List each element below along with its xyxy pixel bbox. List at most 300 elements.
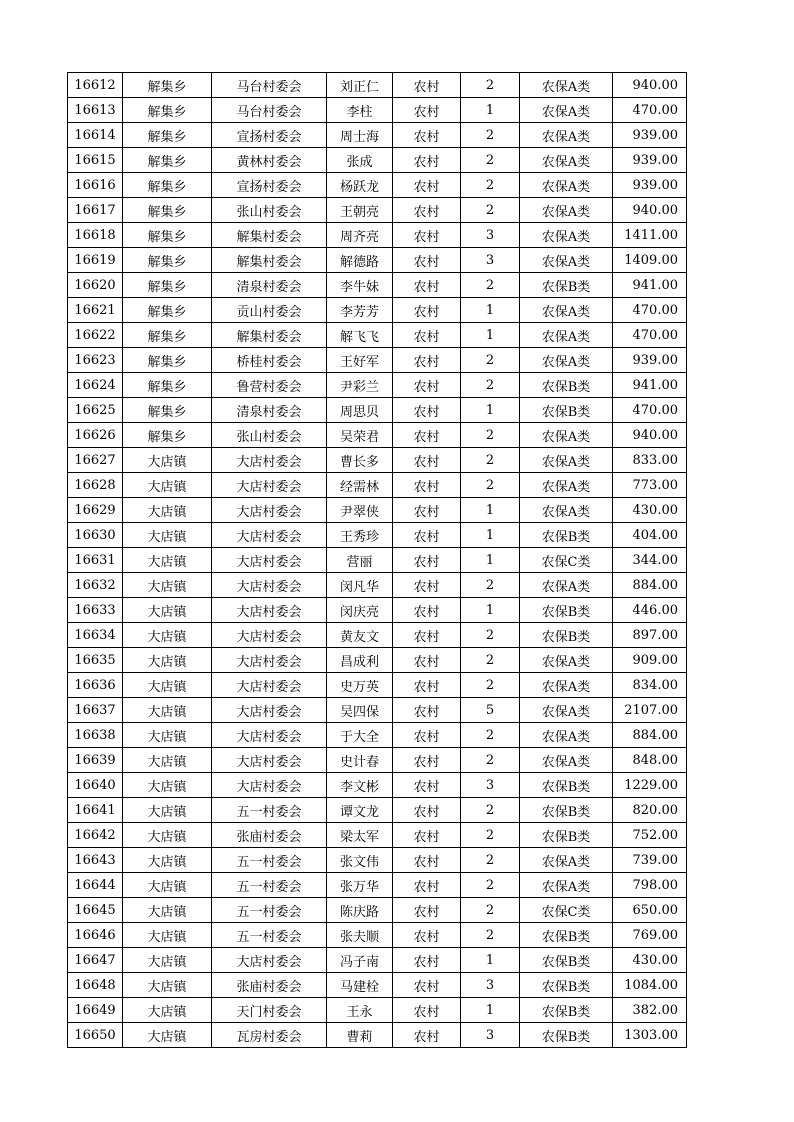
record-id-cell: 16649 (68, 998, 123, 1023)
insurance-category-cell: 农保B类 (520, 398, 613, 423)
village-committee-cell: 张山村委会 (212, 423, 327, 448)
table-row (68, 648, 687, 673)
township-cell: 大店镇 (123, 748, 212, 773)
household-count-cell: 2 (461, 873, 520, 898)
table-row (68, 198, 687, 223)
township-cell: 解集乡 (123, 373, 212, 398)
village-committee-cell: 大店村委会 (212, 748, 327, 773)
insurance-category-cell: 农保B类 (520, 948, 613, 973)
insurance-category-cell: 农保A类 (520, 748, 613, 773)
person-name-cell: 营丽 (327, 548, 393, 573)
insurance-category-cell: 农保A类 (520, 698, 613, 723)
area-type-cell: 农村 (393, 173, 461, 198)
record-id-cell: 16634 (68, 623, 123, 648)
household-count-cell: 2 (461, 673, 520, 698)
amount-cell: 650.00 (613, 898, 687, 923)
township-cell: 解集乡 (123, 323, 212, 348)
township-cell: 解集乡 (123, 198, 212, 223)
township-cell: 大店镇 (123, 848, 212, 873)
township-cell: 大店镇 (123, 773, 212, 798)
village-committee-cell: 马台村委会 (212, 98, 327, 123)
household-count-cell: 3 (461, 248, 520, 273)
village-committee-cell: 鲁营村委会 (212, 373, 327, 398)
village-committee-cell: 大店村委会 (212, 498, 327, 523)
insurance-category-cell: 农保B类 (520, 823, 613, 848)
amount-cell: 884.00 (613, 573, 687, 598)
township-cell: 解集乡 (123, 148, 212, 173)
area-type-cell: 农村 (393, 923, 461, 948)
table-row (68, 298, 687, 323)
record-id-cell: 16619 (68, 248, 123, 273)
household-count-cell: 2 (461, 798, 520, 823)
record-id-cell: 16632 (68, 573, 123, 598)
township-cell: 大店镇 (123, 948, 212, 973)
table-row (68, 623, 687, 648)
household-count-cell: 2 (461, 148, 520, 173)
household-count-cell: 1 (461, 598, 520, 623)
person-name-cell: 王好军 (327, 348, 393, 373)
village-committee-cell: 解集村委会 (212, 248, 327, 273)
area-type-cell: 农村 (393, 448, 461, 473)
amount-cell: 470.00 (613, 98, 687, 123)
insurance-category-cell: 农保B类 (520, 1023, 613, 1048)
township-cell: 大店镇 (123, 673, 212, 698)
record-id-cell: 16614 (68, 123, 123, 148)
person-name-cell: 杨跃龙 (327, 173, 393, 198)
person-name-cell: 张夫顺 (327, 923, 393, 948)
record-id-cell: 16626 (68, 423, 123, 448)
township-cell: 解集乡 (123, 423, 212, 448)
insurance-category-cell: 农保B类 (520, 798, 613, 823)
household-count-cell: 5 (461, 698, 520, 723)
amount-cell: 833.00 (613, 448, 687, 473)
area-type-cell: 农村 (393, 273, 461, 298)
person-name-cell: 经需林 (327, 473, 393, 498)
area-type-cell: 农村 (393, 248, 461, 273)
village-committee-cell: 五一村委会 (212, 898, 327, 923)
person-name-cell: 周思贝 (327, 398, 393, 423)
table-row (68, 173, 687, 198)
person-name-cell: 梁太军 (327, 823, 393, 848)
person-name-cell: 吴荣君 (327, 423, 393, 448)
household-count-cell: 3 (461, 973, 520, 998)
insurance-category-cell: 农保A类 (520, 298, 613, 323)
village-committee-cell: 大店村委会 (212, 698, 327, 723)
table-row (68, 673, 687, 698)
household-count-cell: 1 (461, 298, 520, 323)
insurance-category-cell: 农保B类 (520, 273, 613, 298)
household-count-cell: 2 (461, 748, 520, 773)
amount-cell: 1303.00 (613, 1023, 687, 1048)
area-type-cell: 农村 (393, 698, 461, 723)
person-name-cell: 马建栓 (327, 973, 393, 998)
amount-cell: 939.00 (613, 123, 687, 148)
area-type-cell: 农村 (393, 973, 461, 998)
person-name-cell: 尹翠侠 (327, 498, 393, 523)
table-row (68, 723, 687, 748)
area-type-cell: 农村 (393, 73, 461, 98)
table-row (68, 873, 687, 898)
record-id-cell: 16643 (68, 848, 123, 873)
record-id-cell: 16625 (68, 398, 123, 423)
household-count-cell: 1 (461, 98, 520, 123)
record-id-cell: 16622 (68, 323, 123, 348)
record-id-cell: 16644 (68, 873, 123, 898)
record-id-cell: 16647 (68, 948, 123, 973)
person-name-cell: 李柱 (327, 98, 393, 123)
record-id-cell: 16638 (68, 723, 123, 748)
household-count-cell: 1 (461, 323, 520, 348)
village-committee-cell: 天门村委会 (212, 998, 327, 1023)
table-row (68, 1023, 687, 1048)
record-id-cell: 16621 (68, 298, 123, 323)
amount-cell: 939.00 (613, 148, 687, 173)
township-cell: 解集乡 (123, 298, 212, 323)
insurance-category-cell: 农保A类 (520, 498, 613, 523)
table-row (68, 398, 687, 423)
household-count-cell: 1 (461, 998, 520, 1023)
table-row (68, 823, 687, 848)
amount-cell: 909.00 (613, 648, 687, 673)
area-type-cell: 农村 (393, 573, 461, 598)
record-id-cell: 16624 (68, 373, 123, 398)
township-cell: 大店镇 (123, 873, 212, 898)
area-type-cell: 农村 (393, 398, 461, 423)
village-committee-cell: 解集村委会 (212, 223, 327, 248)
person-name-cell: 闵凡华 (327, 573, 393, 598)
table-row (68, 148, 687, 173)
person-name-cell: 曹长多 (327, 448, 393, 473)
amount-cell: 1409.00 (613, 248, 687, 273)
table-body (68, 73, 687, 1048)
area-type-cell: 农村 (393, 673, 461, 698)
village-committee-cell: 大店村委会 (212, 723, 327, 748)
insurance-category-cell: 农保A类 (520, 673, 613, 698)
area-type-cell: 农村 (393, 98, 461, 123)
village-committee-cell: 五一村委会 (212, 798, 327, 823)
person-name-cell: 于大全 (327, 723, 393, 748)
village-committee-cell: 大店村委会 (212, 573, 327, 598)
record-id-cell: 16645 (68, 898, 123, 923)
household-count-cell: 2 (461, 473, 520, 498)
insurance-category-cell: 农保C类 (520, 548, 613, 573)
table-row (68, 548, 687, 573)
township-cell: 解集乡 (123, 223, 212, 248)
table-row (68, 123, 687, 148)
record-id-cell: 16635 (68, 648, 123, 673)
table-row (68, 698, 687, 723)
household-count-cell: 3 (461, 773, 520, 798)
amount-cell: 470.00 (613, 323, 687, 348)
table-row (68, 923, 687, 948)
table-row (68, 73, 687, 98)
person-name-cell: 吴四保 (327, 698, 393, 723)
area-type-cell: 农村 (393, 498, 461, 523)
area-type-cell: 农村 (393, 623, 461, 648)
township-cell: 解集乡 (123, 173, 212, 198)
amount-cell: 940.00 (613, 198, 687, 223)
record-id-cell: 16613 (68, 98, 123, 123)
township-cell: 大店镇 (123, 1023, 212, 1048)
household-count-cell: 2 (461, 848, 520, 873)
insurance-category-cell: 农保A类 (520, 73, 613, 98)
table-row (68, 273, 687, 298)
township-cell: 解集乡 (123, 98, 212, 123)
record-id-cell: 16615 (68, 148, 123, 173)
insurance-category-cell: 农保B类 (520, 998, 613, 1023)
village-committee-cell: 马台村委会 (212, 73, 327, 98)
record-id-cell: 16616 (68, 173, 123, 198)
insurance-category-cell: 农保A类 (520, 873, 613, 898)
household-count-cell: 2 (461, 448, 520, 473)
record-id-cell: 16637 (68, 698, 123, 723)
village-committee-cell: 五一村委会 (212, 848, 327, 873)
area-type-cell: 农村 (393, 473, 461, 498)
amount-cell: 1229.00 (613, 773, 687, 798)
person-name-cell: 陈庆路 (327, 898, 393, 923)
village-committee-cell: 大店村委会 (212, 773, 327, 798)
insurance-category-cell: 农保A类 (520, 98, 613, 123)
record-id-cell: 16646 (68, 923, 123, 948)
household-count-cell: 1 (461, 523, 520, 548)
village-committee-cell: 大店村委会 (212, 473, 327, 498)
township-cell: 大店镇 (123, 598, 212, 623)
person-name-cell: 解德路 (327, 248, 393, 273)
insurance-category-cell: 农保A类 (520, 573, 613, 598)
person-name-cell: 刘正仁 (327, 73, 393, 98)
person-name-cell: 张文伟 (327, 848, 393, 873)
person-name-cell: 曹莉 (327, 1023, 393, 1048)
township-cell: 解集乡 (123, 248, 212, 273)
village-committee-cell: 大店村委会 (212, 623, 327, 648)
record-id-cell: 16631 (68, 548, 123, 573)
area-type-cell: 农村 (393, 848, 461, 873)
amount-cell: 404.00 (613, 523, 687, 548)
township-cell: 解集乡 (123, 398, 212, 423)
amount-cell: 2107.00 (613, 698, 687, 723)
village-committee-cell: 张庙村委会 (212, 823, 327, 848)
table-row (68, 473, 687, 498)
village-committee-cell: 五一村委会 (212, 873, 327, 898)
insurance-category-cell: 农保A类 (520, 248, 613, 273)
village-committee-cell: 大店村委会 (212, 448, 327, 473)
insurance-category-cell: 农保B类 (520, 598, 613, 623)
township-cell: 大店镇 (123, 973, 212, 998)
table-row (68, 223, 687, 248)
area-type-cell: 农村 (393, 998, 461, 1023)
amount-cell: 848.00 (613, 748, 687, 773)
area-type-cell: 农村 (393, 223, 461, 248)
amount-cell: 752.00 (613, 823, 687, 848)
amount-cell: 446.00 (613, 598, 687, 623)
person-name-cell: 史计春 (327, 748, 393, 773)
person-name-cell: 闵庆亮 (327, 598, 393, 623)
amount-cell: 940.00 (613, 423, 687, 448)
village-committee-cell: 大店村委会 (212, 548, 327, 573)
village-committee-cell: 大店村委会 (212, 673, 327, 698)
insurance-category-cell: 农保B类 (520, 623, 613, 648)
township-cell: 大店镇 (123, 998, 212, 1023)
amount-cell: 344.00 (613, 548, 687, 573)
record-id-cell: 16641 (68, 798, 123, 823)
area-type-cell: 农村 (393, 148, 461, 173)
village-committee-cell: 大店村委会 (212, 948, 327, 973)
township-cell: 解集乡 (123, 348, 212, 373)
township-cell: 大店镇 (123, 798, 212, 823)
record-id-cell: 16633 (68, 598, 123, 623)
village-committee-cell: 宣扬村委会 (212, 123, 327, 148)
village-committee-cell: 桥桂村委会 (212, 348, 327, 373)
household-count-cell: 2 (461, 173, 520, 198)
village-committee-cell: 大店村委会 (212, 598, 327, 623)
data-table (67, 72, 687, 1048)
amount-cell: 470.00 (613, 398, 687, 423)
table-row (68, 373, 687, 398)
amount-cell: 1084.00 (613, 973, 687, 998)
person-name-cell: 周齐亮 (327, 223, 393, 248)
area-type-cell: 农村 (393, 773, 461, 798)
amount-cell: 769.00 (613, 923, 687, 948)
area-type-cell: 农村 (393, 423, 461, 448)
amount-cell: 382.00 (613, 998, 687, 1023)
insurance-category-cell: 农保A类 (520, 198, 613, 223)
area-type-cell: 农村 (393, 898, 461, 923)
township-cell: 大店镇 (123, 448, 212, 473)
township-cell: 大店镇 (123, 648, 212, 673)
household-count-cell: 2 (461, 623, 520, 648)
area-type-cell: 农村 (393, 198, 461, 223)
amount-cell: 430.00 (613, 948, 687, 973)
household-count-cell: 2 (461, 373, 520, 398)
area-type-cell: 农村 (393, 123, 461, 148)
village-committee-cell: 瓦房村委会 (212, 1023, 327, 1048)
household-count-cell: 2 (461, 423, 520, 448)
area-type-cell: 农村 (393, 548, 461, 573)
table-row (68, 998, 687, 1023)
amount-cell: 939.00 (613, 173, 687, 198)
amount-cell: 470.00 (613, 298, 687, 323)
household-count-cell: 2 (461, 273, 520, 298)
person-name-cell: 李芳芳 (327, 298, 393, 323)
village-committee-cell: 贡山村委会 (212, 298, 327, 323)
village-committee-cell: 张山村委会 (212, 198, 327, 223)
township-cell: 大店镇 (123, 823, 212, 848)
record-id-cell: 16620 (68, 273, 123, 298)
amount-cell: 939.00 (613, 348, 687, 373)
record-id-cell: 16629 (68, 498, 123, 523)
village-committee-cell: 宣扬村委会 (212, 173, 327, 198)
household-count-cell: 2 (461, 923, 520, 948)
insurance-category-cell: 农保C类 (520, 898, 613, 923)
household-count-cell: 3 (461, 1023, 520, 1048)
record-id-cell: 16630 (68, 523, 123, 548)
village-committee-cell: 解集村委会 (212, 323, 327, 348)
insurance-category-cell: 农保A类 (520, 448, 613, 473)
table-row (68, 523, 687, 548)
township-cell: 大店镇 (123, 923, 212, 948)
township-cell: 大店镇 (123, 548, 212, 573)
area-type-cell: 农村 (393, 523, 461, 548)
table-row (68, 773, 687, 798)
amount-cell: 897.00 (613, 623, 687, 648)
area-type-cell: 农村 (393, 348, 461, 373)
household-count-cell: 1 (461, 548, 520, 573)
household-count-cell: 2 (461, 198, 520, 223)
record-id-cell: 16642 (68, 823, 123, 848)
area-type-cell: 农村 (393, 1023, 461, 1048)
area-type-cell: 农村 (393, 598, 461, 623)
table-row (68, 498, 687, 523)
amount-cell: 820.00 (613, 798, 687, 823)
table-row (68, 448, 687, 473)
household-count-cell: 2 (461, 73, 520, 98)
household-count-cell: 2 (461, 823, 520, 848)
amount-cell: 940.00 (613, 73, 687, 98)
person-name-cell: 黄友文 (327, 623, 393, 648)
township-cell: 大店镇 (123, 523, 212, 548)
area-type-cell: 农村 (393, 298, 461, 323)
table-row (68, 798, 687, 823)
person-name-cell: 李文彬 (327, 773, 393, 798)
area-type-cell: 农村 (393, 723, 461, 748)
insurance-category-cell: 农保B类 (520, 973, 613, 998)
person-name-cell: 昌成利 (327, 648, 393, 673)
person-name-cell: 史万英 (327, 673, 393, 698)
table-row (68, 848, 687, 873)
person-name-cell: 冯子南 (327, 948, 393, 973)
table-row (68, 598, 687, 623)
township-cell: 大店镇 (123, 723, 212, 748)
table-row (68, 423, 687, 448)
household-count-cell: 1 (461, 398, 520, 423)
insurance-category-cell: 农保A类 (520, 848, 613, 873)
table-row (68, 323, 687, 348)
table-row (68, 973, 687, 998)
record-id-cell: 16639 (68, 748, 123, 773)
person-name-cell: 王永 (327, 998, 393, 1023)
person-name-cell: 李牛妹 (327, 273, 393, 298)
township-cell: 大店镇 (123, 473, 212, 498)
insurance-category-cell: 农保B类 (520, 373, 613, 398)
table-row (68, 98, 687, 123)
township-cell: 大店镇 (123, 623, 212, 648)
household-count-cell: 1 (461, 948, 520, 973)
household-count-cell: 2 (461, 723, 520, 748)
area-type-cell: 农村 (393, 798, 461, 823)
insurance-category-cell: 农保B类 (520, 773, 613, 798)
amount-cell: 884.00 (613, 723, 687, 748)
village-committee-cell: 清泉村委会 (212, 273, 327, 298)
area-type-cell: 农村 (393, 373, 461, 398)
township-cell: 解集乡 (123, 123, 212, 148)
insurance-category-cell: 农保A类 (520, 723, 613, 748)
insurance-category-cell: 农保A类 (520, 348, 613, 373)
amount-cell: 739.00 (613, 848, 687, 873)
person-name-cell: 张万华 (327, 873, 393, 898)
village-committee-cell: 五一村委会 (212, 923, 327, 948)
village-committee-cell: 大店村委会 (212, 523, 327, 548)
area-type-cell: 农村 (393, 823, 461, 848)
amount-cell: 941.00 (613, 273, 687, 298)
insurance-category-cell: 农保A类 (520, 223, 613, 248)
area-type-cell: 农村 (393, 948, 461, 973)
village-committee-cell: 黄林村委会 (212, 148, 327, 173)
area-type-cell: 农村 (393, 748, 461, 773)
household-count-cell: 2 (461, 898, 520, 923)
household-count-cell: 2 (461, 573, 520, 598)
table-row (68, 748, 687, 773)
insurance-category-cell: 农保A类 (520, 123, 613, 148)
